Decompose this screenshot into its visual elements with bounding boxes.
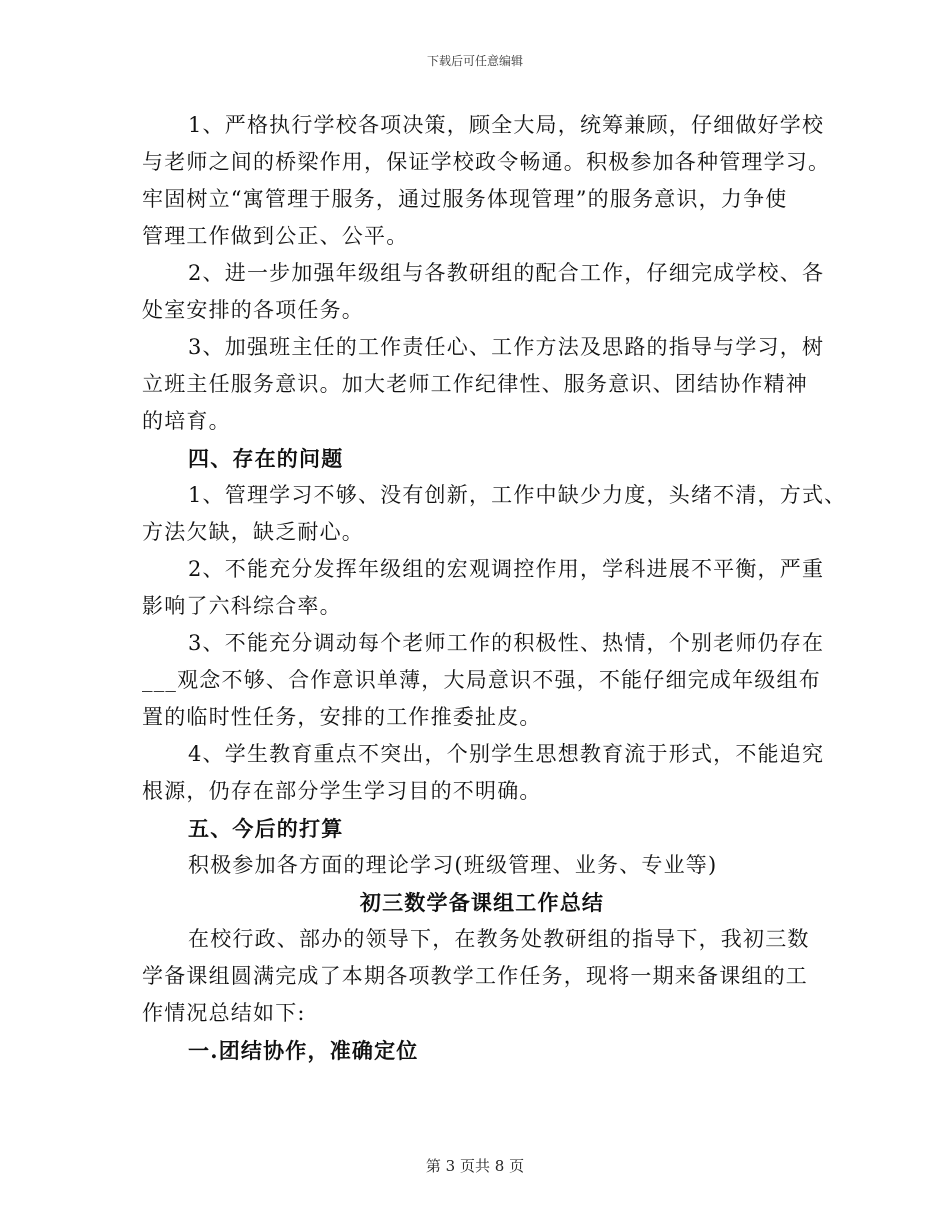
page-header: 下载后可任意编辑 xyxy=(426,54,523,68)
section-heading: 初三数学备课组工作总结 xyxy=(359,890,605,915)
text-line: 的培育。 xyxy=(142,409,231,433)
text-line: 方法欠缺，缺乏耐心。 xyxy=(142,520,364,544)
text-line: 立班主任服务意识。加大老师工作纪律性、服务意识、团结协作精神 xyxy=(142,372,808,396)
section-heading: 四、存在的问题 xyxy=(188,446,344,471)
text-line: ___观念不够、合作意识单薄，大局意识不强，不能仔细完成年级组布 xyxy=(142,668,821,692)
text-line: 4、学生教育重点不突出，个别学生思想教育流于形式，不能追究 xyxy=(188,742,825,766)
text-line: 1、严格执行学校各项决策，顾全大局，统筹兼顾，仔细做好学校 xyxy=(188,113,825,137)
text-line: 积极参加各方面的理论学习(班级管理、业务、专业等) xyxy=(188,853,718,877)
text-line: 在校行政、部办的领导下，在教务处教研组的指导下，我初三数 xyxy=(188,927,810,951)
text-line: 根源，仍存在部分学生学习目的不明确。 xyxy=(142,779,542,803)
text-line: 处室安排的各项任务。 xyxy=(142,298,364,322)
text-line: 1、管理学习不够、没有创新，工作中缺少力度，头绪不清，方式、 xyxy=(188,483,847,507)
text-line: 3、加强班主任的工作责任心、工作方法及思路的指导与学习，树 xyxy=(188,335,825,359)
text-line: 管理工作做到公正、公平。 xyxy=(142,224,409,248)
section-heading: 五、今后的打算 xyxy=(188,816,344,841)
text-line: 牢固树立“寓管理于服务，通过服务体现管理”的服务意识，力争使 xyxy=(142,187,788,211)
text-line: 与老师之间的桥梁作用，保证学校政令畅通。积极参加各种管理学习。 xyxy=(142,150,831,174)
text-line: 置的临时性任务，安排的工作推委扯皮。 xyxy=(142,705,542,729)
page-footer: 第 3 页共 8 页 xyxy=(425,1157,525,1175)
text-line: 3、不能充分调动每个老师工作的积极性、热情，个别老师仍存在 xyxy=(188,631,825,655)
text-line: 2、进一步加强年级组与各教研组的配合工作，仔细完成学校、各 xyxy=(188,261,825,285)
text-line: 2、不能充分发挥年级组的宏观调控作用，学科进展不平衡，严重 xyxy=(188,557,825,581)
text-line: 学备课组圆满完成了本期各项教学工作任务，现将一期来备课组的工 xyxy=(142,964,808,988)
section-heading: 一.团结协作，准确定位 xyxy=(188,1038,419,1063)
text-line: 作情况总结如下: xyxy=(142,1001,306,1025)
text-line: 影响了六科综合率。 xyxy=(142,594,342,618)
document-body xyxy=(142,107,847,1069)
